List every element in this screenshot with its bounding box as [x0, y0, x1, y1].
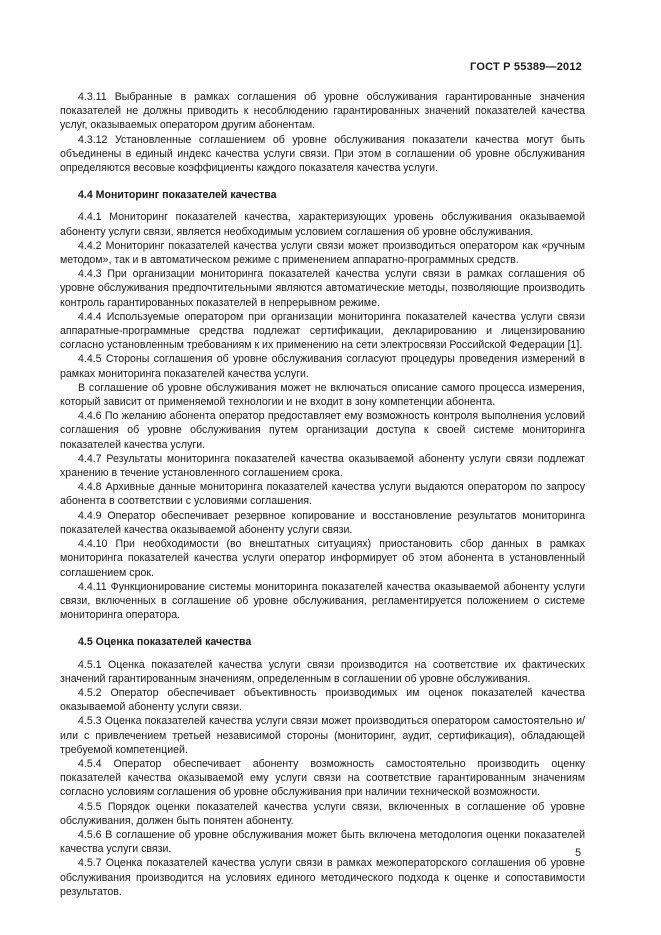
- paragraph: 4.5.3 Оценка показателей качества услуги связи может производиться оператором самостоятельно и/или с привлечением третьей независимой стороны (мониторинг, аудит, сертификация), обладающей требуемой компетенцией.: [60, 715, 585, 756]
- paragraph: 4.5.1 Оценка показателей качества услуги связи производится на соответствие их фактических значений гарантированным значениям, определенным в соглашении об уровне обслуживания.: [60, 658, 585, 685]
- paragraph: 4.5.7 Оценка показателей качества услуги связи в рамках межоператорского соглашения об уровне обслуживания производится на условиях единого методического подхода к оценке и сопоставимости результатов.: [60, 857, 585, 898]
- document-code: ГОСТ Р 55389—2012: [470, 61, 582, 73]
- page-number: 5: [575, 847, 581, 859]
- paragraph: 4.3.11 Выбранные в рамках соглашения об уровне обслуживания гарантированные значения показателей не должны приводить к несоблюдению гарантированных значений показателей качества услуг, оказываемых оператором другим абонентам.: [60, 91, 585, 132]
- paragraph: 4.4.7 Результаты мониторинга показателей качества оказываемой абоненту услуги связи подлежат хранению в течение установленного соглашением срока.: [60, 452, 585, 480]
- paragraph: 4.4.11 Функционирование системы мониторинга показателей качества оказываемой абоненту услуги связи, включенных в соглашение об уровне обслуживания, регламентируется положением о системе мониторинга оператора.: [60, 580, 585, 622]
- paragraph: 4.4.10 При необходимости (во внештатных ситуациях) приостановить сбор данных в рамках мониторинга показателей качества услуги оператор информирует об этом абонента в установленный соглашением срок.: [60, 538, 585, 579]
- paragraph: 4.5.2 Оператор обеспечивает объективность производимых им оценок показателей качества оказываемой абоненту услуги связи.: [60, 686, 585, 714]
- paragraph: 4.5.5 Порядок оценки показателей качества услуги связи, включенных в соглашение об уровне обслуживания, должен быть понятен абоненту.: [60, 800, 585, 827]
- paragraph: 4.4.4 Используемые оператором при организации мониторинга показателей качества услуги связи аппаратные-программные средства подлежат сертификации, декларированию и лицензированию согласно установленным требованиям к их применению на сети электросвязи Российской Федерации [1].: [60, 310, 585, 352]
- paragraph: 4.5.6 В соглашение об уровне обслуживания может быть включена методология оценки показателей качества услуги связи.: [60, 828, 585, 856]
- paragraph: 4.4.8 Архивные данные мониторинга показателей качества услуги выдаются оператором по запросу абонента в соответствии с условиями соглашения.: [60, 481, 585, 508]
- paragraph: 4.3.12 Установленные соглашением об уровне обслуживания показатели качества могут быть объединены в единый индекс качества услуги связи. При этом в соглашении об уровне обслуживания определяются весовые коэффициенты каждого показателя качества услуги.: [60, 133, 585, 175]
- section-heading: 4.5 Оценка показателей качества: [78, 636, 252, 649]
- paragraph: 4.4.6 По желанию абонента оператор предоставляет ему возможность контроля выполнения условий соглашения об уровне обслуживания путем организации доступа к своей системе мониторинга показателей качества услуги.: [60, 410, 585, 451]
- paragraph: 4.4.2 Мониторинг показателей качества услуги связи может производиться оператором как «ручным методом», так и в автоматическом режиме с применением аппаратно-программных средств.: [60, 239, 585, 267]
- paragraph: В соглашение об уровне обслуживания может не включаться описание самого процесса измерения, который зависит от применяемой технологии и не входит в зону компетенции абонента.: [60, 381, 585, 409]
- document-body: [60, 90, 585, 899]
- paragraph: 4.5.4 Оператор обеспечивает абоненту возможность самостоятельно производить оценку показателей качества оказываемой ему услуги связи на соответствие гарантированным значениям согласно условиям соглашения об уровне обслуживания при наличии технической возможности.: [60, 757, 585, 799]
- paragraph: 4.4.3 При организации мониторинга показателей качества услуги связи в рамках соглашения об уровне обслуживания предпочтительными являются автоматические методы, позволяющие производить контроль гарантированных показателей в непрерывном режиме.: [60, 268, 585, 309]
- paragraph: 4.4.5 Стороны соглашения об уровне обслуживания согласуют процедуры проведения измерений в рамках мониторинга показателей качества услуги.: [60, 353, 585, 380]
- paragraph: 4.4.1 Мониторинг показателей качества, характеризующих уровень обслуживания оказываемой абоненту услуги связи, является необходимым условием соглашения об уровне обслуживания.: [60, 211, 585, 238]
- paragraph: 4.4.9 Оператор обеспечивает резервное копирование и восстановление результатов мониторинга показателей качества оказываемой абоненту услуги связи.: [60, 509, 585, 536]
- section-heading: 4.4 Мониторинг показателей качества: [78, 189, 277, 202]
